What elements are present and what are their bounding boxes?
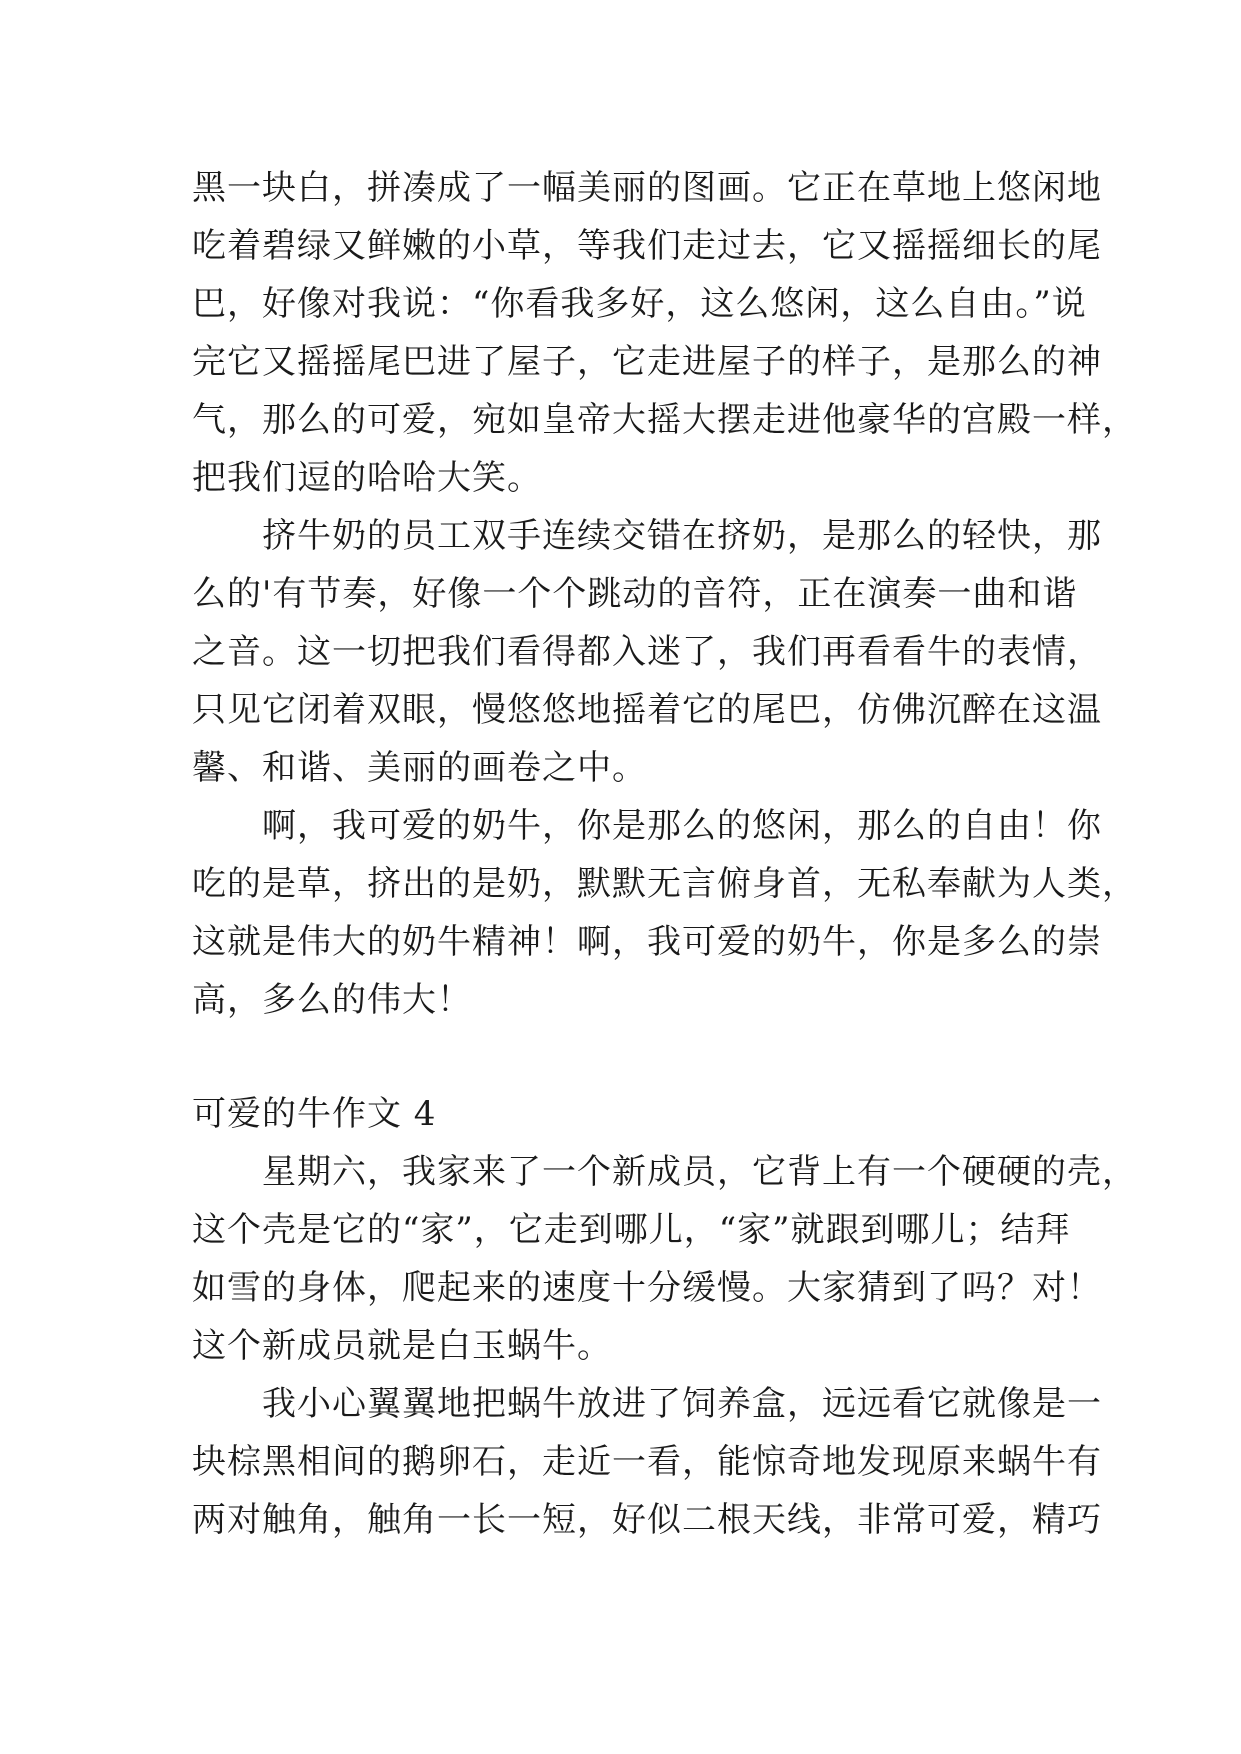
text-line: 黑一块白，拼凑成了一幅美丽的图画。它正在草地上悠闲地 xyxy=(192,168,1102,208)
text-line: 啊，我可爱的奶牛，你是那么的悠闲，那么的自由！你 xyxy=(192,806,1102,846)
text-line: 吃着碧绿又鲜嫩的小草，等我们走过去，它又摇摇细长的尾 xyxy=(192,226,1102,266)
section-heading: 可爱的牛作文 4 xyxy=(192,1094,437,1134)
text-line: 如雪的身体，爬起来的速度十分缓慢。大家猜到了吗？对！ xyxy=(192,1268,1102,1308)
text-line: 这就是伟大的奶牛精神！啊，我可爱的奶牛，你是多么的崇 xyxy=(192,922,1102,962)
text-line: 馨、和谐、美丽的画卷之中。 xyxy=(192,748,647,788)
text-line: 两对触角，触角一长一短，好似二根天线，非常可爱，精巧 xyxy=(192,1500,1102,1540)
text-line: 这个新成员就是白玉蜗牛。 xyxy=(192,1326,612,1366)
text-line: 之音。这一切把我们看得都入迷了，我们再看看牛的表情， xyxy=(192,632,1102,672)
text-line: 么的'有节奏，好像一个个跳动的音符，正在演奏一曲和谐 xyxy=(192,574,1078,614)
text-line: 气，那么的可爱，宛如皇帝大摇大摆走进他豪华的宫殿一样， xyxy=(192,400,1137,440)
text-line: 把我们逗的哈哈大笑。 xyxy=(192,458,542,498)
text-line: 完它又摇摇尾巴进了屋子，它走进屋子的样子，是那么的神 xyxy=(192,342,1102,382)
text-line: 我小心翼翼地把蜗牛放进了饲养盒，远远看它就像是一 xyxy=(192,1384,1102,1424)
text-line: 挤牛奶的员工双手连续交错在挤奶，是那么的轻快，那 xyxy=(192,516,1102,556)
text-line: 吃的是草，挤出的是奶，默默无言俯身首，无私奉献为人类， xyxy=(192,864,1137,904)
text-line: 块棕黑相间的鹅卵石，走近一看，能惊奇地发现原来蜗牛有 xyxy=(192,1442,1102,1482)
text-line: 这个壳是它的“家”，它走到哪儿，“家”就跟到哪儿；结拜 xyxy=(192,1210,1071,1250)
text-line: 只见它闭着双眼，慢悠悠地摇着它的尾巴，仿佛沉醉在这温 xyxy=(192,690,1102,730)
text-line: 星期六，我家来了一个新成员，它背上有一个硬硬的壳， xyxy=(192,1152,1137,1192)
text-line: 巴，好像对我说：“你看我多好，这么悠闲，这么自由。”说 xyxy=(192,284,1087,324)
text-line: 高，多么的伟大！ xyxy=(192,980,472,1020)
